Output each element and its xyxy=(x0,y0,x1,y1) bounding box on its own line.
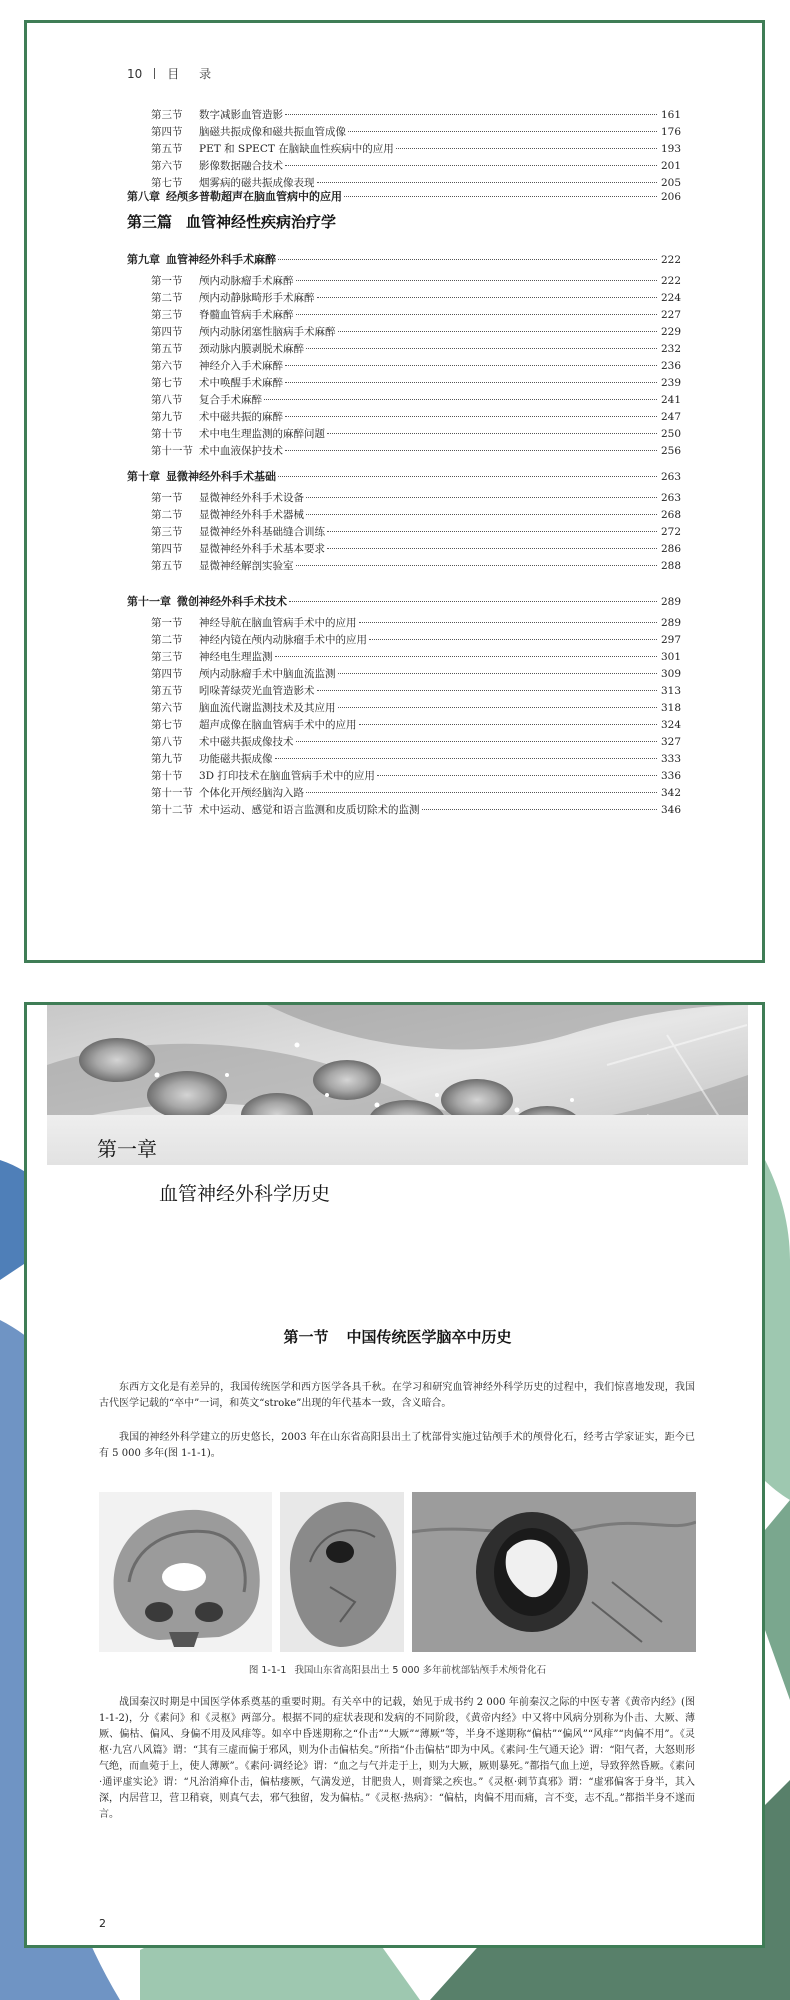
body-paragraph: 战国秦汉时期是中国医学体系奠基的重要时期。有关卒中的记载，始见于成书约 2 000 年前秦汉之际的中医专著《黄帝内经》(图 1-1-2)，分《素问》和《灵枢》两部分。根据不同的症状表现和发病的不同阶段，《黄帝内经》中又将中风病分别称为仆击、大厥、薄厥、偏枯、偏风、身偏不用及风痱等。如卒中昏迷期称之“仆击”“大厥”“薄厥”等，半身不遂期称“偏枯”“偏风”“风痱”“肉偏不用”。《灵枢·九宫八风篇》谓：“其有三虚而偏于邪风，则为仆击偏枯矣。”所指“仆击偏枯”即为中风。《素问·生气通天论》谓：“阳气者，大怒则形气绝，而血菀于上，使人薄厥”。《素问·调经论》谓：“血之与气并走于上，则为大厥，厥则暴死。”都指气血上逆，导致猝然昏厥。《素问·通评虚实论》谓：“凡治消瘅仆击，偏枯痿厥，气满发逆，甘肥贵人，则膏粱之疾也。”《灵枢·刺节真邪》谓：“虚邪偏客于身半，其入深，内居营卫，营卫稍衰，则真气去，邪气独留，发为偏枯。”《灵枢·热病》：“偏枯，肉偏不用而痛，言不变，志不乱。”都指半身不遂而言。 xyxy=(99,1697,695,1820)
skull-photo-left xyxy=(99,1492,272,1652)
skull-photo-middle xyxy=(280,1492,404,1652)
toc-entry[interactable]: 第四节 颅内动脉闭塞性脑病手术麻醉 229 xyxy=(151,326,681,338)
figure-number: 图 1-1-1 xyxy=(248,1665,287,1676)
section-title-text: 中国传统医学脑卒中历史 xyxy=(346,1328,512,1346)
chapter-page xyxy=(24,1002,765,1948)
toc-entry[interactable]: 第十节 3D 打印技术在脑血管病手术中的应用 336 xyxy=(151,770,681,782)
toc-entry[interactable]: 第七节 烟雾病的磁共振成像表现 205 xyxy=(151,177,681,189)
toc-entry[interactable]: 第五节 PET 和 SPECT 在脑缺血性疾病中的应用 193 xyxy=(151,143,681,155)
toc-entry[interactable]: 第六节 神经介入手术麻醉 236 xyxy=(151,360,681,372)
toc-entry[interactable]: 第十一节 术中血液保护技术 256 xyxy=(151,445,681,457)
toc-chapter-entry[interactable]: 第十章 显微神经外科手术基础 263 xyxy=(127,470,681,483)
toc-entry[interactable]: 第二节 显微神经外科手术器械 268 xyxy=(151,509,681,521)
toc-chapter-entry[interactable]: 第九章 血管神经外科手术麻醉 222 xyxy=(127,253,681,266)
page-number: 2 xyxy=(99,1917,106,1930)
toc-entry[interactable]: 第四节 显微神经外科手术基本要求 286 xyxy=(151,543,681,555)
toc-entry[interactable]: 第八节 术中磁共振成像技术 327 xyxy=(151,736,681,748)
toc-entry[interactable]: 第六节 脑血流代谢监测技术及其应用 318 xyxy=(151,702,681,714)
toc-entry[interactable]: 第三节 显微神经外科基础缝合训练 272 xyxy=(151,526,681,538)
header-title: 目 录 xyxy=(167,67,220,81)
toc-entry[interactable]: 第十节 术中电生理监测的麻醉问题 250 xyxy=(151,428,681,440)
toc-entry[interactable]: 第二节 神经内镜在颅内动脉瘤手术中的应用 297 xyxy=(151,634,681,646)
toc-entry[interactable]: 第五节 显微神经解剖实验室 288 xyxy=(151,560,681,572)
toc-entry[interactable]: 第一节 神经导航在脑血管病手术中的应用 289 xyxy=(151,617,681,629)
toc-entry[interactable]: 第八节 复合手术麻醉 241 xyxy=(151,394,681,406)
skull-photo-right xyxy=(412,1492,696,1652)
toc-entry[interactable]: 第五节 颈动脉内膜剥脱术麻醉 232 xyxy=(151,343,681,355)
toc-entry[interactable]: 第九节 术中磁共振的麻醉 247 xyxy=(151,411,681,423)
toc-entry[interactable]: 第四节 脑磁共振成像和磁共振血管成像 176 xyxy=(151,126,681,138)
toc-entry[interactable]: 第三节 神经电生理监测 301 xyxy=(151,651,681,663)
toc-entry[interactable]: 第五节 吲哚菁绿荧光血管造影术 313 xyxy=(151,685,681,697)
page-header xyxy=(127,65,219,82)
body-paragraph: 东西方文化是有差异的，我国传统医学和西方医学各具千秋。在学习和研究血管神经外科学历史的过程中，我们惊喜地发现，我国古代医学记载的“卒中”一词，和英文“stroke”出现的年代基本一致，含义暗合。 xyxy=(99,1382,695,1409)
toc-page xyxy=(24,20,765,963)
toc-entry[interactable]: 第四节 颅内动脉瘤手术中脑血流监测 309 xyxy=(151,668,681,680)
figure-caption xyxy=(27,1662,765,1676)
section-title xyxy=(27,1326,765,1347)
header-divider xyxy=(154,68,155,79)
chapter-title: 血管神经外科学历史 xyxy=(159,1183,331,1205)
part-title: 第三篇 血管神经性疾病治疗学 xyxy=(127,213,337,231)
toc-entry[interactable]: 第九节 功能磁共振成像 333 xyxy=(151,753,681,765)
toc-entry[interactable]: 第一节 颅内动脉瘤手术麻醉 222 xyxy=(151,275,681,287)
toc-chapter-entry[interactable]: 第八章 经颅多普勒超声在脑血管病中的应用 206 xyxy=(127,190,681,203)
toc-entry[interactable]: 第六节 影像数据融合技术 201 xyxy=(151,160,681,172)
toc-entry[interactable]: 第七节 超声成像在脑血管病手术中的应用 324 xyxy=(151,719,681,731)
toc-entry[interactable]: 第十二节 术中运动、感觉和语言监测和皮质切除术的监测 346 xyxy=(151,804,681,816)
toc-entry[interactable]: 第三节 脊髓血管病手术麻醉 227 xyxy=(151,309,681,321)
chapter-number: 第一章 xyxy=(97,1137,157,1161)
body-paragraph: 我国的神经外科学建立的历史悠长，2003 年在山东省高阳县出土了枕部骨实施过钻颅手术的颅骨化石，经考古学家证实，距今已有 5 000 多年(图 1-1-1)。 xyxy=(99,1432,695,1459)
header-page-number: 10 xyxy=(127,66,143,81)
toc-entry[interactable]: 第二节 颅内动静脉畸形手术麻醉 224 xyxy=(151,292,681,304)
figure-caption-text: 我国山东省高阳县出土 5 000 多年前枕部钻颅手术颅骨化石 xyxy=(294,1665,547,1676)
toc-entry[interactable]: 第三节 数字减影血管造影 161 xyxy=(151,109,681,121)
toc-entry[interactable]: 第一节 显微神经外科手术设备 263 xyxy=(151,492,681,504)
toc-entry[interactable]: 第七节 术中唤醒手术麻醉 239 xyxy=(151,377,681,389)
toc-entry[interactable]: 第十一节 个体化开颅经脑沟入路 342 xyxy=(151,787,681,799)
section-number: 第一节 xyxy=(283,1328,329,1346)
toc-chapter-entry[interactable]: 第十一章 微创神经外科手术技术 289 xyxy=(127,595,681,608)
